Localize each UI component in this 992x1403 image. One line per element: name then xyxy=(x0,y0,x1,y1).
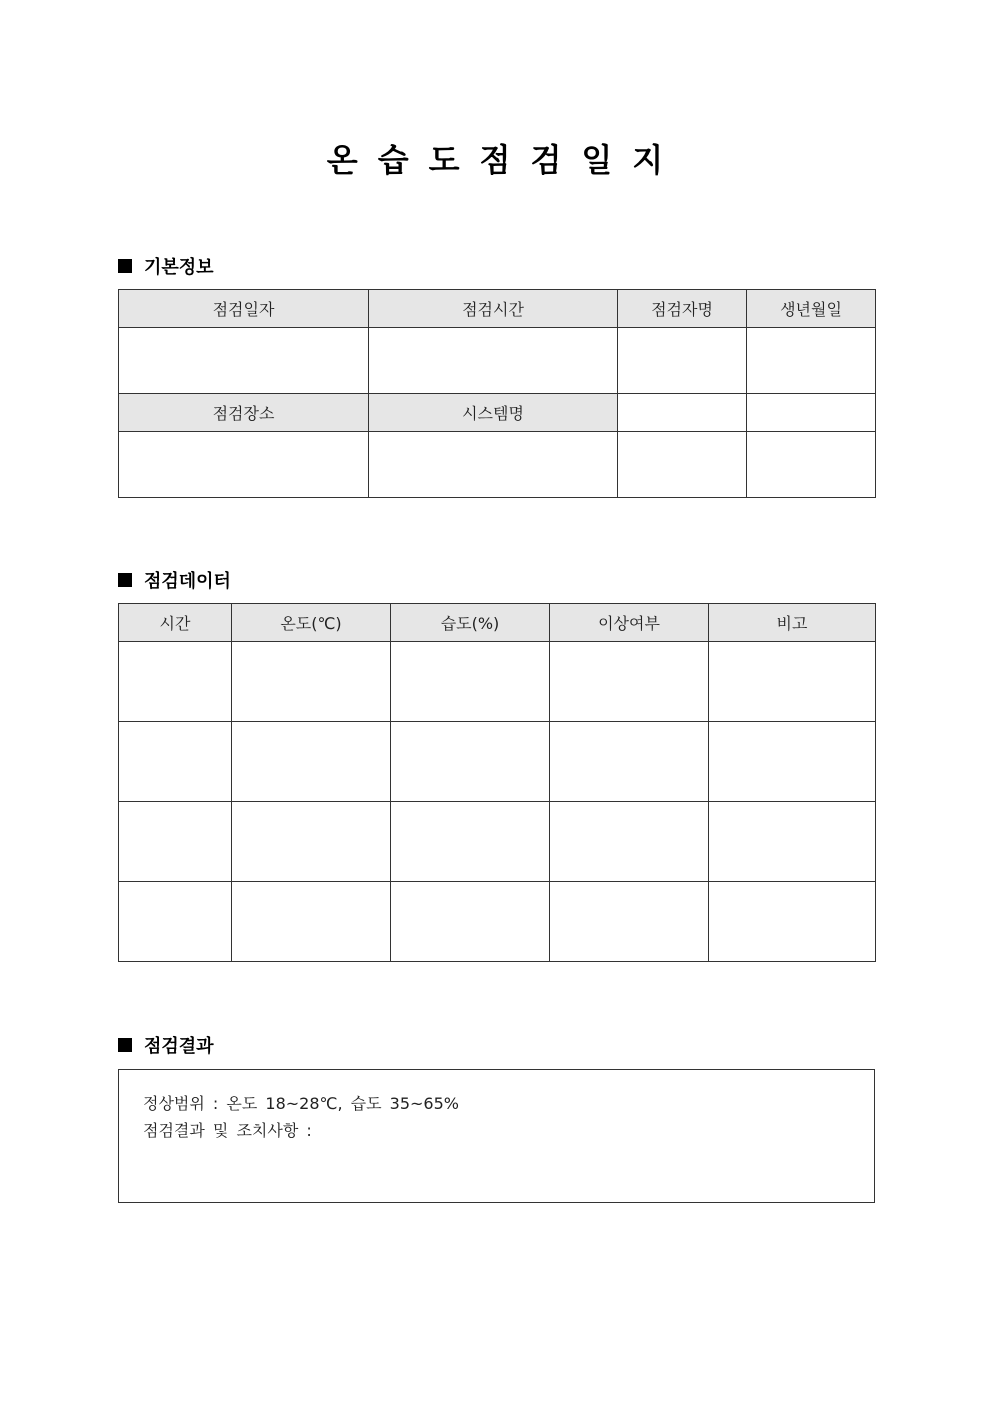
table-row xyxy=(119,722,876,802)
time-cell[interactable] xyxy=(119,722,232,802)
humidity-cell[interactable] xyxy=(391,882,550,962)
inspection-date-cell[interactable] xyxy=(119,328,369,394)
section-heading-data xyxy=(118,567,231,593)
time-cell[interactable] xyxy=(119,802,232,882)
header-humidity: 습도(%) xyxy=(391,604,550,642)
empty-cell[interactable] xyxy=(747,394,876,432)
empty-cell[interactable] xyxy=(618,432,747,498)
header-inspection-time: 점검시간 xyxy=(369,290,618,328)
section-heading-label: 기본정보 xyxy=(144,257,214,278)
section-heading-label: 점검데이터 xyxy=(144,571,231,592)
title-char: 검 xyxy=(530,141,564,179)
table-row xyxy=(119,882,876,962)
page-title xyxy=(0,135,992,181)
header-remarks: 비고 xyxy=(709,604,876,642)
inspection-time-cell[interactable] xyxy=(369,328,618,394)
square-bullet-icon xyxy=(118,1038,132,1052)
square-bullet-icon xyxy=(118,573,132,587)
section-heading-basic xyxy=(118,253,214,279)
action-label: 점검결과 및 조치사항 : xyxy=(143,1121,312,1140)
title-char: 지 xyxy=(632,141,666,179)
title-char: 점 xyxy=(479,141,513,179)
section-heading-result xyxy=(118,1032,214,1058)
inspection-data-table xyxy=(118,603,876,962)
header-birth-date: 생년월일 xyxy=(747,290,876,328)
time-cell[interactable] xyxy=(119,642,232,722)
header-time: 시간 xyxy=(119,604,232,642)
header-system-name: 시스템명 xyxy=(369,394,618,432)
remarks-cell[interactable] xyxy=(709,722,876,802)
abnormality-cell[interactable] xyxy=(550,882,709,962)
header-inspector-name: 점검자명 xyxy=(618,290,747,328)
humidity-cell[interactable] xyxy=(391,722,550,802)
abnormality-cell[interactable] xyxy=(550,802,709,882)
result-box[interactable] xyxy=(118,1069,875,1203)
basic-info-table xyxy=(118,289,876,498)
temperature-cell[interactable] xyxy=(232,882,391,962)
birth-date-cell[interactable] xyxy=(747,328,876,394)
table-row xyxy=(119,802,876,882)
system-name-cell[interactable] xyxy=(369,432,618,498)
inspection-location-cell[interactable] xyxy=(119,432,369,498)
header-temperature: 온도(℃) xyxy=(232,604,391,642)
header-inspection-location: 점검장소 xyxy=(119,394,369,432)
section-heading-label: 점검결과 xyxy=(144,1036,214,1057)
humidity-cell[interactable] xyxy=(391,642,550,722)
time-cell[interactable] xyxy=(119,882,232,962)
title-char: 도 xyxy=(428,141,462,179)
temperature-cell[interactable] xyxy=(232,722,391,802)
remarks-cell[interactable] xyxy=(709,882,876,962)
temperature-cell[interactable] xyxy=(232,642,391,722)
title-char: 온 xyxy=(326,141,360,179)
humidity-cell[interactable] xyxy=(391,802,550,882)
title-char: 일 xyxy=(581,141,615,179)
square-bullet-icon xyxy=(118,259,132,273)
normal-range-text: 정상범위 : 온도 18~28℃, 습도 35~65% xyxy=(143,1094,459,1113)
inspector-name-cell[interactable] xyxy=(618,328,747,394)
remarks-cell[interactable] xyxy=(709,802,876,882)
abnormality-cell[interactable] xyxy=(550,642,709,722)
empty-cell[interactable] xyxy=(747,432,876,498)
table-row xyxy=(119,642,876,722)
title-char: 습 xyxy=(377,141,411,179)
header-abnormality: 이상여부 xyxy=(550,604,709,642)
abnormality-cell[interactable] xyxy=(550,722,709,802)
header-inspection-date: 점검일자 xyxy=(119,290,369,328)
empty-cell[interactable] xyxy=(618,394,747,432)
temperature-cell[interactable] xyxy=(232,802,391,882)
remarks-cell[interactable] xyxy=(709,642,876,722)
